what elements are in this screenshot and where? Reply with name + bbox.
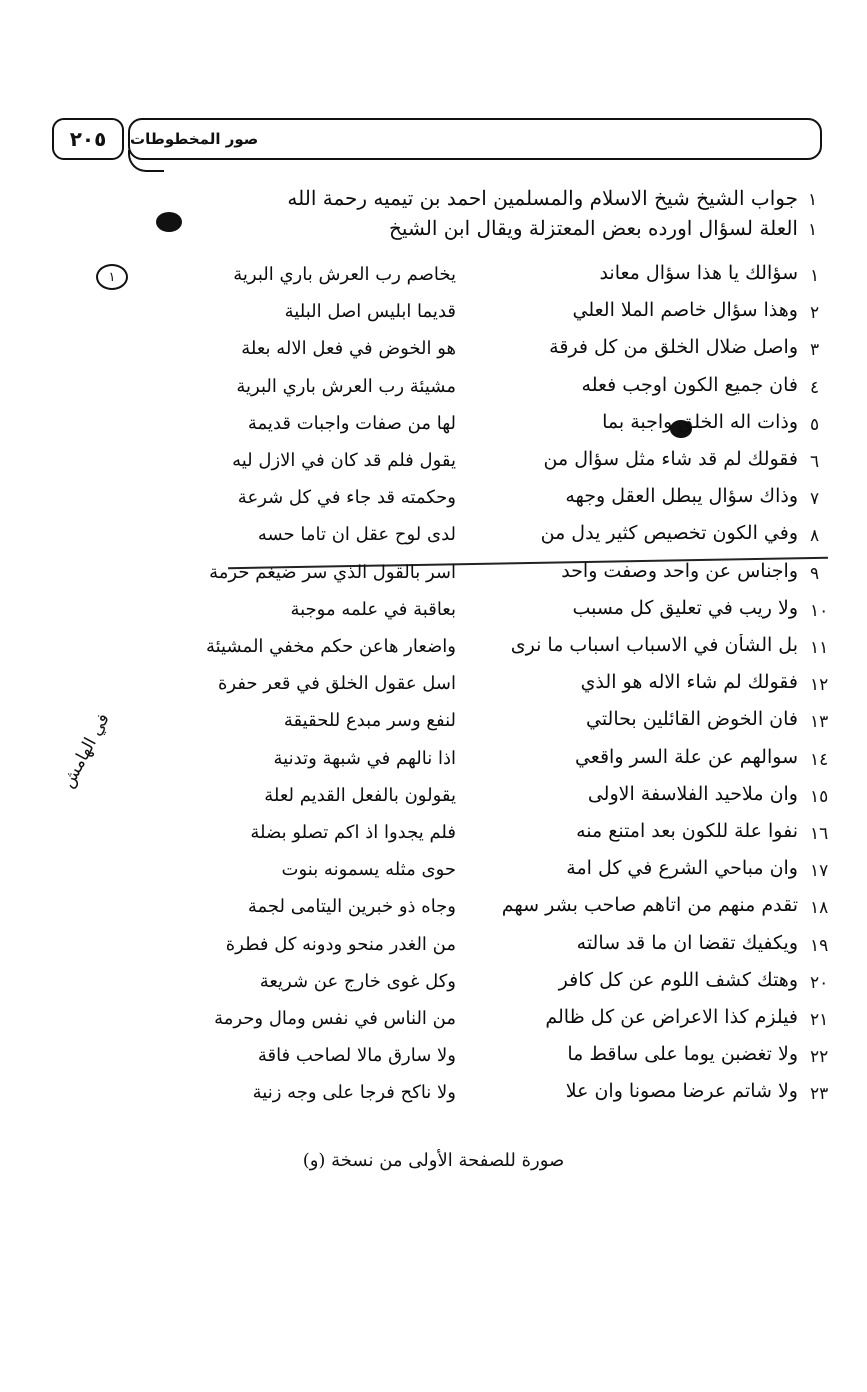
manuscript-line: سؤالك يا هذا سؤال معاند xyxy=(599,262,798,284)
figure-caption: صورة للصفحة الأولى من نسخة (و) xyxy=(302,1150,565,1171)
manuscript-line: فقولك لم شاء الاله هو الذي xyxy=(580,671,798,694)
margin-note: في الهامش xyxy=(58,710,114,792)
manuscript-line: قديما ابليس اصل البلية xyxy=(284,301,456,323)
manuscript-line: يقول فلم قد كان في الازل ليه xyxy=(232,450,456,471)
verse-number: ٩ xyxy=(810,563,820,584)
manuscript-line: وجاه ذو خبرين اليتامى لجمة xyxy=(247,896,456,918)
manuscript-line: من الغدر منحو ودونه كل فطرة xyxy=(225,933,456,955)
verse-number: ١٩ xyxy=(810,935,829,956)
page-number-box xyxy=(52,118,124,160)
manuscript-line: وفي الكون تخصيص كثير يدل من xyxy=(540,522,798,545)
manuscript-line: هو الخوض في فعل الاله بعلة xyxy=(241,338,456,360)
manuscript-line: فان جميع الكون اوجب فعله xyxy=(581,373,798,396)
manuscript-line: سوالهم عن علة السر واقعي xyxy=(574,745,798,768)
manuscript-line: وذات اله الخلق واجبة بما xyxy=(602,410,798,433)
manuscript-line: وذاك سؤال يبطل العقل وجهه xyxy=(565,485,798,508)
verse-number: ٢١ xyxy=(810,1010,829,1030)
verse-number: ٨ xyxy=(810,526,820,547)
verse-number: ٢٣ xyxy=(810,1084,829,1105)
manuscript-line: وان مباحي الشرع في كل امة xyxy=(566,857,798,880)
manuscript-line: ولا ريب في تعليق كل مسبب xyxy=(572,596,798,619)
verse-number: ١ xyxy=(810,266,820,286)
manuscript-line: فقولك لم قد شاء مثل سؤال من xyxy=(543,448,798,470)
verse-number: ١٠ xyxy=(810,600,829,621)
verse-number: ٤ xyxy=(810,377,820,398)
manuscript-line: فلم يجدوا اذ اكم تصلو بضلة xyxy=(250,822,456,843)
manuscript-line: بل الشأن في الاسباب اسباب ما نرى xyxy=(510,634,798,656)
manuscript-line: واجناس عن واحد وصفت واحد xyxy=(561,559,798,582)
manuscript-line: يقولون بالفعل القديم لعلة xyxy=(264,784,456,806)
manuscript-line: وكل غوى خارج عن شريعة xyxy=(259,970,456,992)
manuscript-line: مشيئة رب العرش باري البرية xyxy=(236,375,456,397)
verse-number: ٥ xyxy=(810,414,820,435)
verse-number: ١٢ xyxy=(810,675,829,696)
verse-number: ١١ xyxy=(810,638,829,658)
manuscript-line: نفوا علة للكون بعد امتنع منه xyxy=(576,820,798,842)
manuscript-line: بعاقبة في علمه موجبة xyxy=(290,598,456,620)
verse-number: ٧ xyxy=(810,489,820,510)
manuscript-line: وهتك كشف اللوم عن كل كافر xyxy=(558,968,798,991)
manuscript-line: ولا شاتم عرضا مصونا وان علا xyxy=(565,1080,798,1103)
verse-number: ١ xyxy=(808,190,818,210)
verse-number: ١٦ xyxy=(810,824,829,844)
verse-number: ٢ xyxy=(810,303,820,324)
manuscript-line: وان ملاحيد الفلاسفة الاولى xyxy=(587,782,798,805)
manuscript-line: واصل ضلال الخلق من كل فرقة xyxy=(549,336,798,359)
manuscript-line: اذا نالهم في شبهة وتدنية xyxy=(273,747,456,769)
verse-number: ١ xyxy=(808,220,818,240)
manuscript-line: ويكفيك تقضا ان ما قد سالته xyxy=(576,931,798,954)
section-title: صور المخطوطات xyxy=(130,130,259,148)
verse-number: ٢٢ xyxy=(810,1047,829,1068)
manuscript-line: تقدم منهم من اتاهم صاحب بشر سهم xyxy=(501,894,798,917)
manuscript-image xyxy=(48,172,834,1132)
manuscript-line: وهذا سؤال خاصم الملا العلي xyxy=(572,299,798,322)
manuscript-line: واضعار هاعن حكم مخفي المشيئة xyxy=(205,636,456,657)
manuscript-line: العلة لسؤال اورده بعض المعتزلة ويقال ابن الشيخ xyxy=(389,216,798,240)
manuscript-line: من الناس في نفس ومال وحرمة xyxy=(214,1008,456,1029)
verse-number: ١٨ xyxy=(810,898,829,919)
manuscript-line: ولا ناكح فرجا على وجه زنية xyxy=(252,1082,456,1104)
circled-marker: ١ xyxy=(96,264,128,290)
manuscript-line: ولا سارق مالا لصاحب فاقة xyxy=(257,1045,456,1067)
verse-number: ٣ xyxy=(810,340,820,361)
manuscript-line: اسر بالقول الذي سر ضيغم حرمة xyxy=(209,561,456,583)
page-number: ٢٠٥ xyxy=(69,127,107,151)
verse-number: ٢٠ xyxy=(810,972,829,993)
manuscript-line: فيلزم كذا الاعراض عن كل ظالم xyxy=(545,1006,798,1028)
manuscript-line: فان الخوض القائلين بحالتي xyxy=(585,708,798,731)
verse-number: ١٧ xyxy=(810,861,829,882)
manuscript-line: لنفع وسر مبدع للحقيقة xyxy=(283,710,456,732)
manuscript-line: اسل عقول الخلق في قعر حفرة xyxy=(217,673,456,695)
manuscript-line: ولا تغضبن يوما على ساقط ما xyxy=(567,1043,798,1066)
manuscript-line: حوى مثله يسمونه بنوت xyxy=(281,859,456,881)
manuscript-line: جواب الشيخ شيخ الاسلام والمسلمين احمد بن تيميه رحمة الله xyxy=(287,186,798,210)
verse-number: ١٥ xyxy=(810,786,829,807)
title-box-tail xyxy=(128,150,164,172)
manuscript-line: يخاصم رب العرش باري البرية xyxy=(233,264,456,285)
verse-number: ٦ xyxy=(810,452,820,472)
verse-number: ١٤ xyxy=(810,749,829,770)
verse-number: ١٣ xyxy=(810,712,829,733)
manuscript-line: وحكمته قد جاء في كل شرعة xyxy=(237,487,456,509)
manuscript-line: لدى لوح عقل ان تاما حسه xyxy=(257,524,456,546)
section-title-box xyxy=(128,118,822,160)
manuscript-line: لها من صفات واجبات قديمة xyxy=(247,412,456,434)
